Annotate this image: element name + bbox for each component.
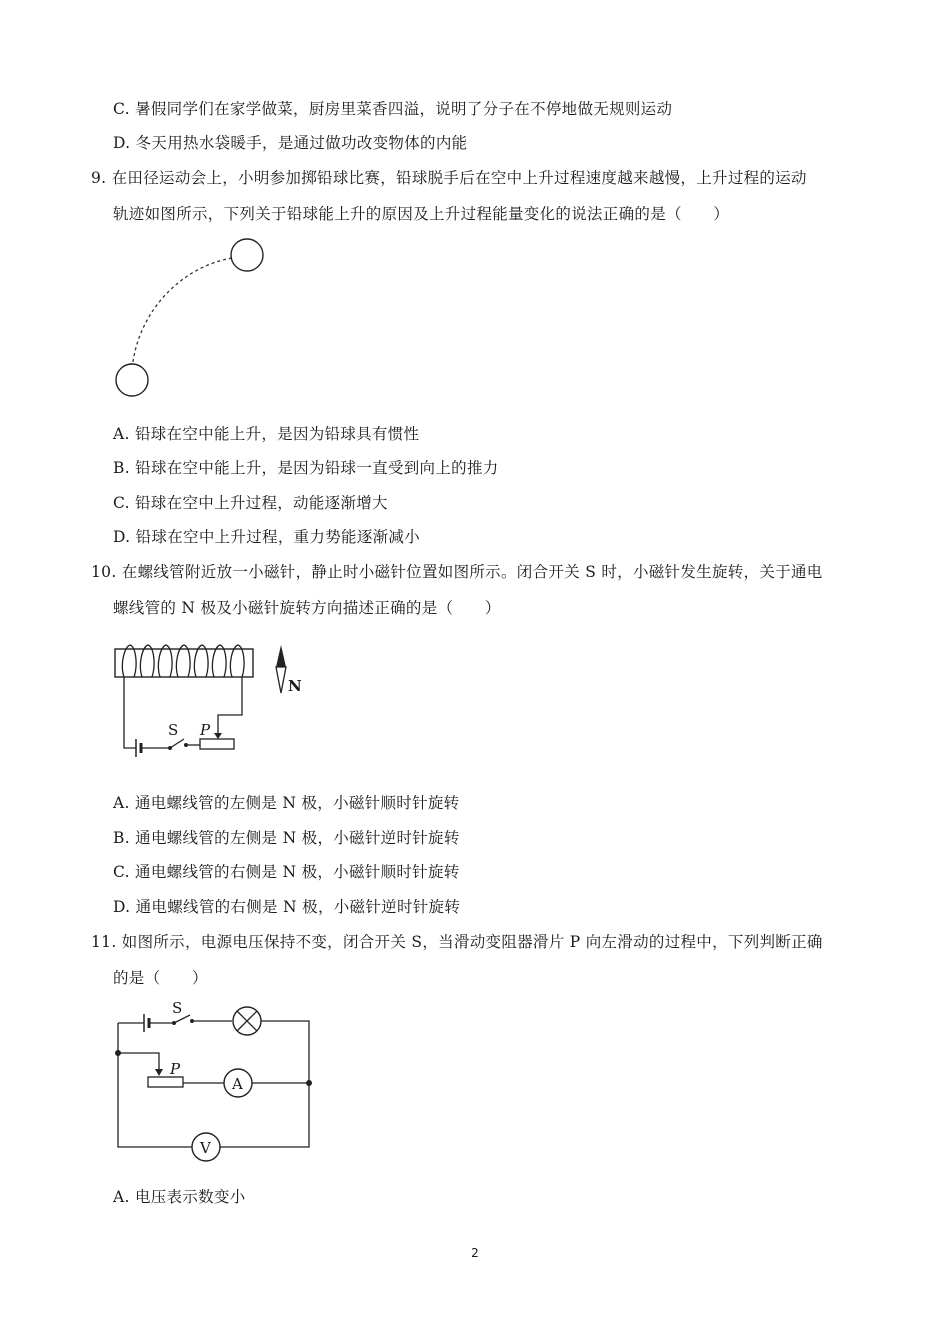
q10-stem-line2: 螺线管的 N 极及小磁针旋转方向描述正确的是（ ） — [113, 599, 501, 617]
q11-circuit-figure — [110, 997, 320, 1167]
q9-option-c: C. 铅球在空中上升过程，动能逐渐增大 — [113, 494, 388, 512]
q10-solenoid-circuit-figure — [110, 635, 310, 760]
switch-label: S — [168, 721, 179, 739]
q11-stem-line1: 11. 如图所示，电源电压保持不变，闭合开关 S，当滑动变阻器滑片 P 向左滑动的过程中，下列判断正确 — [91, 933, 823, 951]
q9-option-d: D. 铅球在空中上升过程，重力势能逐渐减小 — [113, 528, 421, 546]
slider-label: P — [200, 721, 211, 739]
q9-option-a: A. 铅球在空中能上升，是因为铅球具有惯性 — [113, 425, 420, 443]
switch-lever — [170, 739, 184, 748]
q8-option-c: C. 暑假同学们在家学做菜，厨房里菜香四溢，说明了分子在不停地做无规则运动 — [113, 100, 673, 118]
switch-label: S — [172, 999, 183, 1017]
switch-contact-right — [184, 743, 188, 747]
q9-stem-line2: 轨迹如图所示，下列关于铅球能上升的原因及上升过程能量变化的说法正确的是（ ） — [113, 205, 730, 223]
shot-put-top — [231, 239, 263, 271]
q10-option-c: C. 通电螺线管的右侧是 N 极，小磁针顺时针旋转 — [113, 863, 460, 881]
q11-option-a: A. 电压表示数变小 — [113, 1188, 246, 1206]
slider-arrow — [214, 733, 222, 739]
switch-contact-right — [190, 1019, 194, 1023]
shot-put-bottom — [116, 364, 148, 396]
q9-trajectory-figure — [110, 232, 270, 402]
q10-option-b: B. 通电螺线管的左侧是 N 极，小磁针逆时针旋转 — [113, 829, 460, 847]
needle-south-half — [276, 667, 286, 693]
solenoid-coil — [122, 645, 244, 677]
junction-right — [306, 1080, 312, 1086]
trajectory-dashed-path — [133, 258, 232, 362]
needle-north-half — [276, 645, 286, 667]
rheostat — [148, 1077, 183, 1087]
left-wire — [124, 677, 136, 748]
page-number: 2 — [471, 1246, 479, 1260]
ammeter-label: A — [232, 1075, 243, 1093]
q9-stem-line1: 9. 在田径运动会上，小明参加掷铅球比赛，铅球脱手后在空中上升过程速度越来越慢，上升过程的运动 — [91, 169, 807, 187]
q10-stem-line1: 10. 在螺线管附近放一小磁针，静止时小磁针位置如图所示。闭合开关 S 时，小磁针发生旋转，关于通电 — [91, 563, 823, 581]
right-wire — [218, 677, 242, 733]
q10-option-d: D. 通电螺线管的右侧是 N 极，小磁针逆时针旋转 — [113, 898, 461, 916]
q10-option-a: A. 通电螺线管的左侧是 N 极，小磁针顺时针旋转 — [113, 794, 460, 812]
needle-north-label: N — [288, 677, 302, 695]
slider-label: P — [170, 1060, 181, 1078]
slider-arrow — [155, 1069, 163, 1076]
q8-option-d: D. 冬天用热水袋暖手，是通过做功改变物体的内能 — [113, 134, 468, 152]
rheostat — [200, 739, 234, 749]
voltmeter-label: V — [200, 1139, 211, 1157]
q9-option-b: B. 铅球在空中能上升，是因为铅球一直受到向上的推力 — [113, 459, 499, 477]
q11-stem-line2: 的是（ ） — [113, 969, 208, 987]
